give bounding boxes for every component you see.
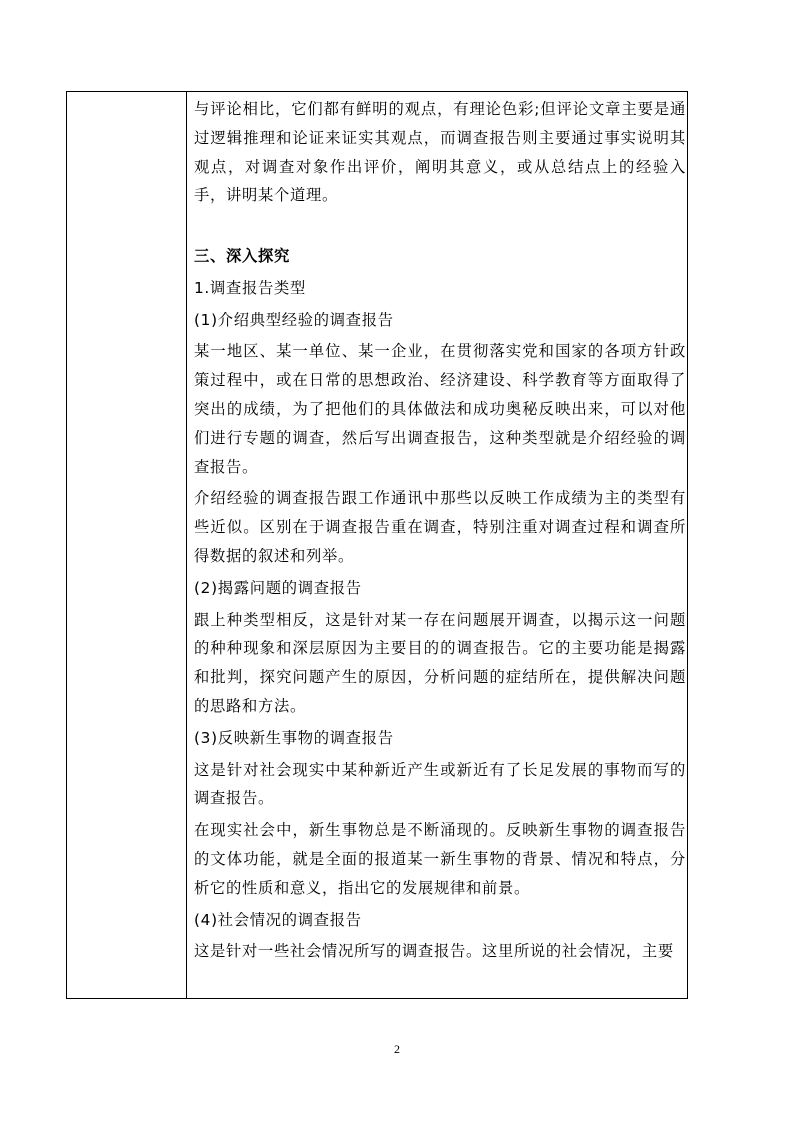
- item-heading-1: (1)介绍典型经验的调查报告: [194, 310, 394, 329]
- table-left-cell: [67, 92, 187, 998]
- page-number: 2: [394, 1042, 400, 1056]
- paragraph-expose-problems: 跟上种类型相反，这是针对某一存在问题展开调查，以揭示这一问题的种种现象和深层原因为主要目的的调查报告。它的主要功能是揭露和批判，探究问题产生的原因，分析问题的症结所在，提供解决问题的思路和方法。: [194, 610, 686, 715]
- paragraph-social-conditions: 这是针对一些社会情况所写的调查报告。这里所说的社会情况，主要: [194, 942, 674, 961]
- item-heading-4: (4)社会情况的调查报告: [194, 910, 362, 929]
- paragraph-experience-difference: 介绍经验的调查报告跟工作通讯中那些以反映工作成绩为主的类型有些近似。区别在于调查报告重在调查，特别注重对调查过程和调查所得数据的叙述和列举。: [194, 489, 686, 565]
- item-heading-3: (3)反映新生事物的调查报告: [194, 728, 394, 747]
- paragraph-typical-experience: 某一地区、某一单位、某一企业，在贯彻落实党和国家的各项方针政策过程中，或在日常的思想政治、经济建设、科学教育等方面取得了突出的成绩，为了把他们的具体做法和成功奥秘反映出来，可以对他们进行专题的调查，然后写出调查报告，这种类型就是介绍经验的调查报告。: [194, 342, 686, 476]
- paragraph-new-things-function: 在现实社会中，新生事物总是不断涌现的。反映新生事物的调查报告的文体功能，就是全面的报道某一新生事物的背景、情况和特点，分析它的性质和意义，指出它的发展规律和前景。: [194, 821, 686, 897]
- blank-line: [194, 210, 686, 239]
- subheading-report-types: 1.调查报告类型: [194, 278, 306, 297]
- paragraph-comparison: 与评论相比，它们都有鲜明的观点，有理论色彩;但评论文章主要是通过逻辑推理和论证来证实其观点，而调查报告则主要通过事实说明其观点，对调查对象作出评价，阐明其意义，或从总结点上的经验入手，讲明某个道理。: [194, 100, 686, 205]
- content-table: [66, 91, 688, 999]
- item-heading-2: (2)揭露问题的调查报告: [194, 578, 362, 597]
- table-content-cell: [194, 95, 686, 966]
- paragraph-new-things: 这是针对社会现实中某种新近产生或新近有了长足发展的事物而写的调查报告。: [194, 760, 686, 808]
- section-heading: 三、深入探究: [194, 246, 290, 265]
